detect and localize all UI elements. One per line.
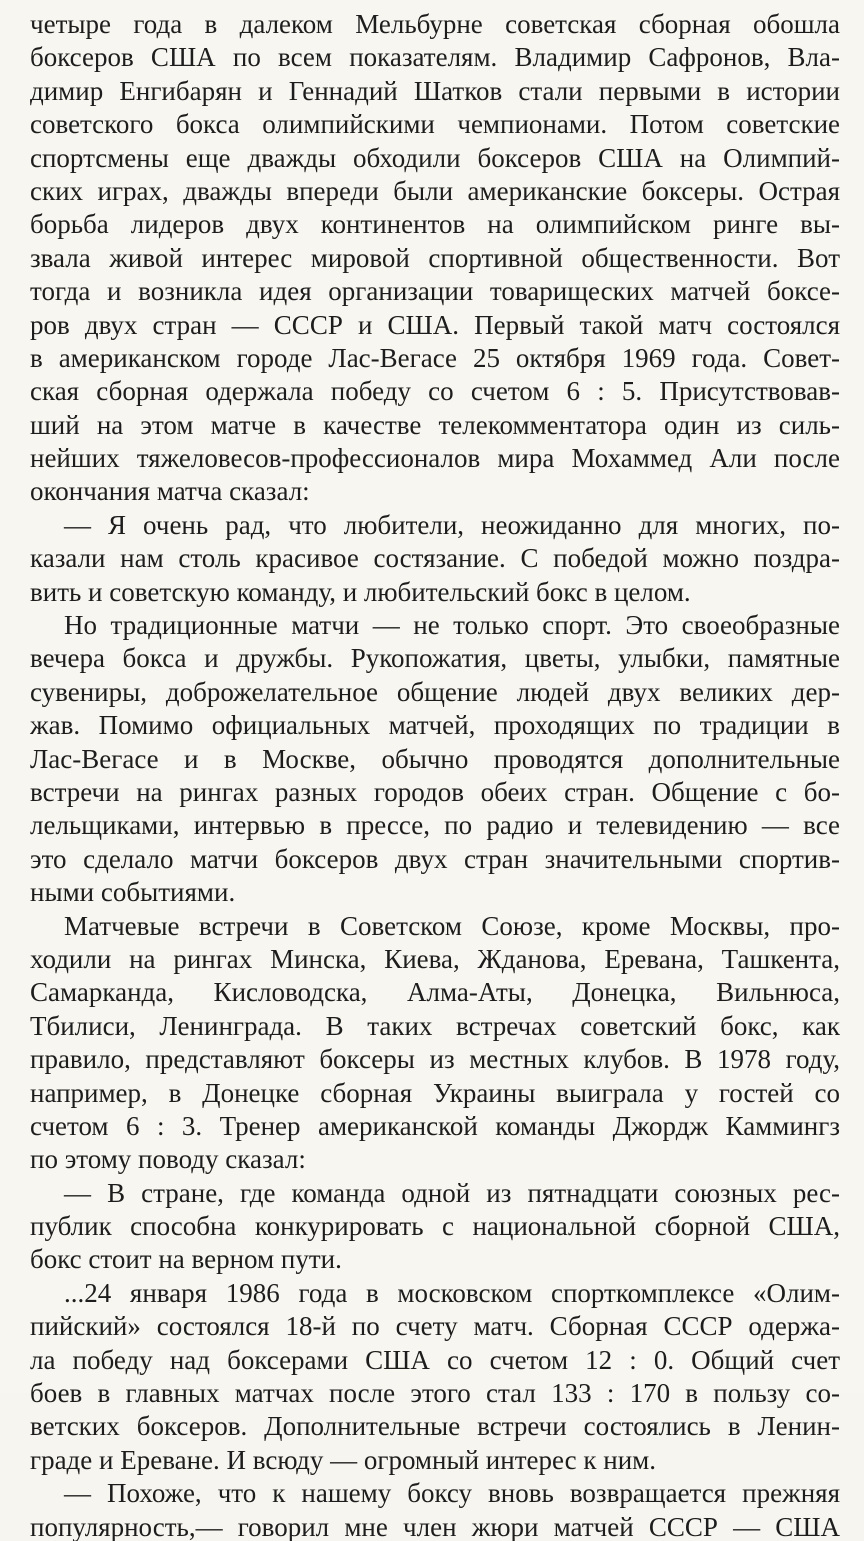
text-line: борьба лидеров двух континентов на олимпийском ринге вы- — [30, 209, 840, 240]
text-line: пийский» состоялся 18-й по счету матч. Сборная СССР одержа- — [30, 1311, 840, 1342]
text-line: казали нам столь красивое состязание. С победой можно поздра- — [30, 543, 840, 574]
text-line: правило, представляют боксеры из местных клубов. В 1978 году, — [30, 1044, 840, 1075]
text-line: сувениры, доброжелательное общение людей двух великих дер- — [30, 676, 840, 707]
text-line: ными событиями. — [30, 877, 236, 908]
text-line: ший на этом матче в качестве телекомментатора один из силь- — [30, 409, 840, 440]
text-line: это сделало матчи боксеров двух стран значительными спортив- — [30, 843, 840, 874]
text-line: — В стране, где команда одной из пятнадцати союзных рес- — [64, 1177, 840, 1208]
text-line: Матчевые встречи в Советском Союзе, кроме Москвы, про- — [64, 910, 840, 941]
text-line: граде и Ереване. И всюду — огромный интерес к ним. — [30, 1444, 656, 1475]
text-line: нейших тяжеловесов-профессионалов мира Мохаммед Али после — [30, 443, 840, 474]
text-line: Тбилиси, Ленинграда. В таких встречах советский бокс, как — [30, 1010, 840, 1041]
text-line: жав. Помимо официальных матчей, проходящих по традиции в — [30, 710, 840, 741]
text-line: боксеров США по всем показателям. Владимир Сафронов, Вла- — [30, 42, 840, 73]
text-line: окончания матча сказал: — [30, 476, 310, 507]
text-line: вить и советскую команду, и любительский бокс в целом. — [30, 576, 691, 607]
text-line: ских играх, дважды впереди были американские боксеры. Острая — [30, 175, 840, 206]
text-line: счетом 6 : 3. Тренер американской команды Джордж Каммингз — [30, 1110, 840, 1141]
text-line: ская сборная одержала победу со счетом 6 : 5. Присутствовав- — [30, 376, 840, 407]
text-line: ходили на рингах Минска, Киева, Жданова, Еревана, Ташкента, — [30, 943, 840, 974]
text-line: димир Енгибарян и Геннадий Шатков стали первыми в истории — [30, 75, 840, 106]
text-line: звала живой интерес мировой спортивной общественности. Вот — [30, 242, 840, 273]
text-line: ров двух стран — СССР и США. Первый такой матч состоялся — [30, 309, 840, 340]
text-line: встречи на рингах разных городов обеих стран. Общение с бо- — [30, 776, 840, 807]
text-line: тогда и возникла идея организации товарищеских матчей боксе- — [30, 276, 840, 307]
text-line: вечера бокса и дружбы. Рукопожатия, цветы, улыбки, памятные — [30, 643, 840, 674]
text-line: например, в Донецке сборная Украины выиграла у гостей со — [30, 1077, 840, 1108]
text-line: ла победу над боксерами США со счетом 12 : 0. Общий счет — [30, 1344, 840, 1375]
text-line: Но традиционные матчи — не только спорт. Это своеобразные — [64, 610, 840, 641]
text-line: Лас-Вегасе и в Москве, обычно проводятся дополнительные — [30, 743, 840, 774]
text-line: спортсмены еще дважды обходили боксеров США на Олимпий- — [30, 142, 840, 173]
text-line: бокс стоит на верном пути. — [30, 1244, 342, 1275]
text-line: ветских боксеров. Дополнительные встречи состоялись в Ленин- — [30, 1411, 840, 1442]
text-line: — Я очень рад, что любители, неожиданно для многих, по- — [64, 509, 840, 540]
text-line: советского бокса олимпийскими чемпионами. Потом советские — [30, 109, 840, 140]
text-line: лельщиками, интервью в прессе, по радио и телевидению — все — [30, 810, 840, 841]
text-line: публик способна конкурировать с национальной сборной США, — [30, 1211, 840, 1242]
text-line: по этому поводу сказал: — [30, 1144, 306, 1175]
text-line: четыре года в далеком Мельбурне советская сборная обошла — [30, 9, 840, 39]
text-line: боев в главных матчах после этого стал 133 : 170 в пользу со- — [30, 1378, 840, 1409]
page-text — [30, 8, 840, 1541]
text-line: в американском городе Лас-Вегасе 25 октября 1969 года. Совет- — [30, 342, 840, 373]
text-line: Самарканда, Кисловодска, Алма-Аты, Донецка, Вильнюса, — [30, 977, 840, 1008]
text-line: популярность,— говорил мне член жюри матчей СССР — США — [30, 1511, 840, 1541]
text-line: — Похоже, что к нашему боксу вновь возвращается прежняя — [64, 1478, 840, 1509]
text-line: ...24 января 1986 года в московском спорткомплексе «Олим- — [64, 1277, 840, 1308]
